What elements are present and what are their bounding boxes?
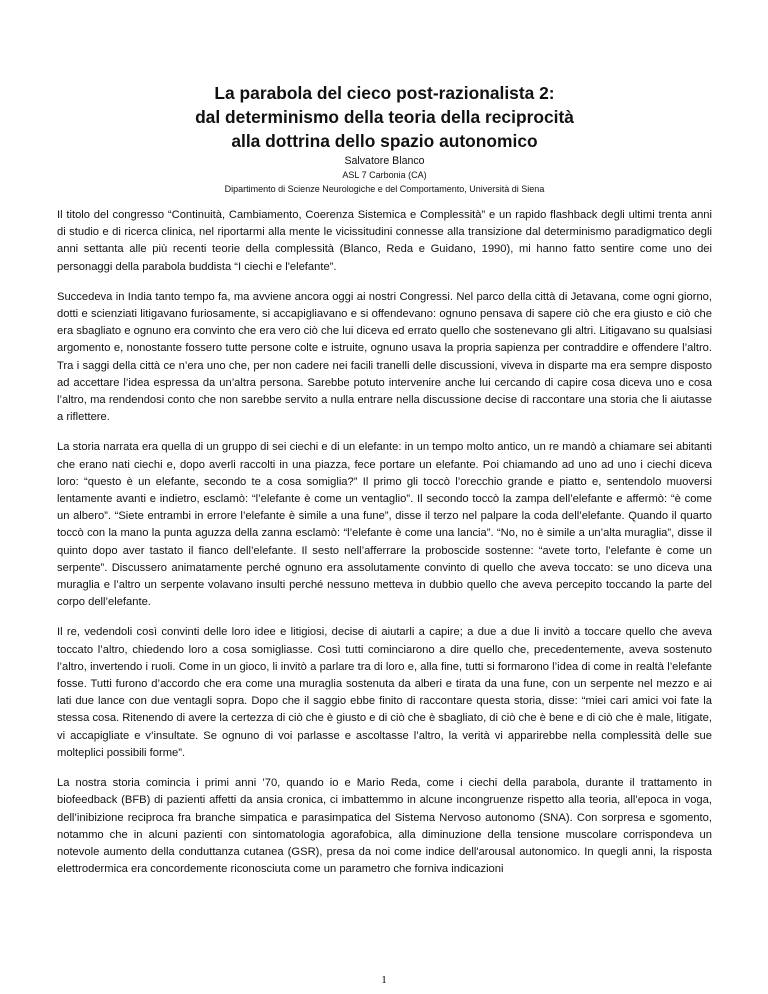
affiliation-2: Dipartimento di Scienze Neurologiche e del Comportamento, Università di Siena — [224, 184, 545, 194]
paragraph-5: La nostra storia comincia i primi anni ’70, quando io e Mario Reda, come i ciechi della parabola, durante il trattamento in biofeedback (BFB) di pazienti affetti da ansia cronica, ci imbattemmo in alcune incongruenze rispetto alla teoria, all’epoca in voga, dell’inibizione reciproca fra branche simpatica e parasimpatica del Sistema Nervoso autonomo (SNA). Con sorpresa e sgomento, notammo che in alcuni pazienti con sintomatologia agorafobica, alla diminuzione della tensione muscolare corrispondeva un notevole aumento della conduttanza cutanea (GSR), presa da noi come indice dell'arousal autonomico. In quegli anni, la risposta elettrodermica era concordemente riconosciuta come un parametro che forniva indicazioni — [57, 777, 712, 876]
title-line-3: alla dottrina dello spazio autonomico — [231, 131, 538, 151]
title-block — [57, 82, 712, 196]
paragraph-1: Il titolo del congresso “Continuità, Cambiamento, Coerenza Sistemica e Complessità” e un rapido flashback degli ultimi trenta anni di studio e di ricerca clinica, nel riportarmi alla mente le vicissitudini connesse alla transizione dal determinismo paradigmatico degli anni settanta alle più recenti teorie della complessità (Blanco, Reda e Guidano, 1990), mi hanno fatto sentire come uno dei personaggi della parabola buddista “I ciechi e l'elefante”. — [57, 209, 712, 273]
paragraph-3: La storia narrata era quella di un gruppo di sei ciechi e di un elefante: in un tempo molto antico, un re mandò a chiamare sei abitanti che erano nati ciechi e, dopo averli raccolti in una piazza, fece portare un elefante. Poi chiamando ad uno ad uno i ciechi diceva loro: “questo è un elefante, secondo te a cosa somiglia?” Il primo gli toccò l’orecchio grande e piatto e, sentendolo muoversi lentamente avanti e indietro, esclamò: “l’elefante è come un ventaglio”. Il secondo toccò la zampa dell’elefante e affermò: “è come un albero”. “Siete entrambi in errore l’elefante è simile a una fune”, disse il terzo nel palpare la coda dell’elefante. Quando il quarto toccò con la mano la punta aguzza della zanna esclamò: “l’elefante è come una lancia”. “No, no è simile a un’alta muraglia”, disse il quinto dopo aver tastato il fianco dell’elefante. Il sesto nell’afferrare la proboscide sostenne: “avete torto, l’elefante è come un serpente”. Discussero animatamente perché ognuno era assolutamente convinto di quello che aveva toccato: se uno diceva una muraglia e l’altro un serpente volavano insulti perché nessuno metteva in dubbio quello che aveva percepito toccando la parte del corpo dell’elefante. — [57, 441, 712, 609]
affiliation-1: ASL 7 Carbonia (CA) — [342, 170, 427, 180]
paragraph-4: Il re, vedendoli così convinti delle loro idee e litigiosi, decise di aiutarli a capire; a due a due li invitò a toccare quello che aveva toccato l’altro, chiedendo loro a cosa somigliasse. Così tutti cominciarono a dire quello che, precedentemente, aveva sostenuto l’altro, invertendo i ruoli. Come in un gioco, li invitò a parlare tra di loro e, alla fine, tutti si formarono l’idea di come in realtà l’elefante fosse. Tutti furono d’accordo che era come una muraglia sostenuta da alberi e tirata da una fune, con un serpente nel mezzo e ai lati due lance con due ventagli sopra. Dopo che il saggio ebbe finito di raccontare questa storia, disse: “miei cari amici voi fate la stessa cosa. Ritenendo di avere la certezza di ciò che è giusto e di ciò che è sbagliato, di ciò che è bene e di ciò che è male, litigate, vi accapigliate e v’insultate. Se ognuno di voi parlasse e ascoltasse l’altro, la verità vi apparirebbe nella complessità delle sue molteplici possibili forme”. — [57, 626, 712, 759]
author-name: Salvatore Blanco — [344, 155, 425, 167]
paragraph-2: Succedeva in India tanto tempo fa, ma avviene ancora oggi ai nostri Congressi. Nel parco della città di Jetavana, come ogni giorno, dotti e scienziati litigavano furiosamente, si accapigliavano e si offendevano: ognuno pensava di sapere ciò che era giusto e ciò che era sbagliato e ognuno era convinto che era vero ciò che lui diceva ed errato quello che sostenevano gli altri. Litigavano su qualsiasi argomento e, nonostante fossero tutte persone colte e istruite, ognuno usava la propria sapienza per contraddire e offendere l’altro. Tra i saggi della città ce n’era uno che, per non cadere nei facili tranelli delle discussioni, viveva in disparte ma era sempre disposto ad accettare l’idea espressa da un’altra persona. Sarebbe potuto intervenire anche lui cercando di capire cosa diceva uno e cosa l’altro, ma rendendosi conto che non sarebbe servito a nulla entrare nella discussione decise di raccontare una storia che li aiutasse a riflettere. — [57, 290, 712, 424]
page-number: 1 — [381, 974, 387, 986]
title-line-1: La parabola del cieco post-razionalista 2: — [214, 83, 555, 103]
title-line-2: dal determinismo della teoria della reciprocità — [195, 107, 574, 127]
